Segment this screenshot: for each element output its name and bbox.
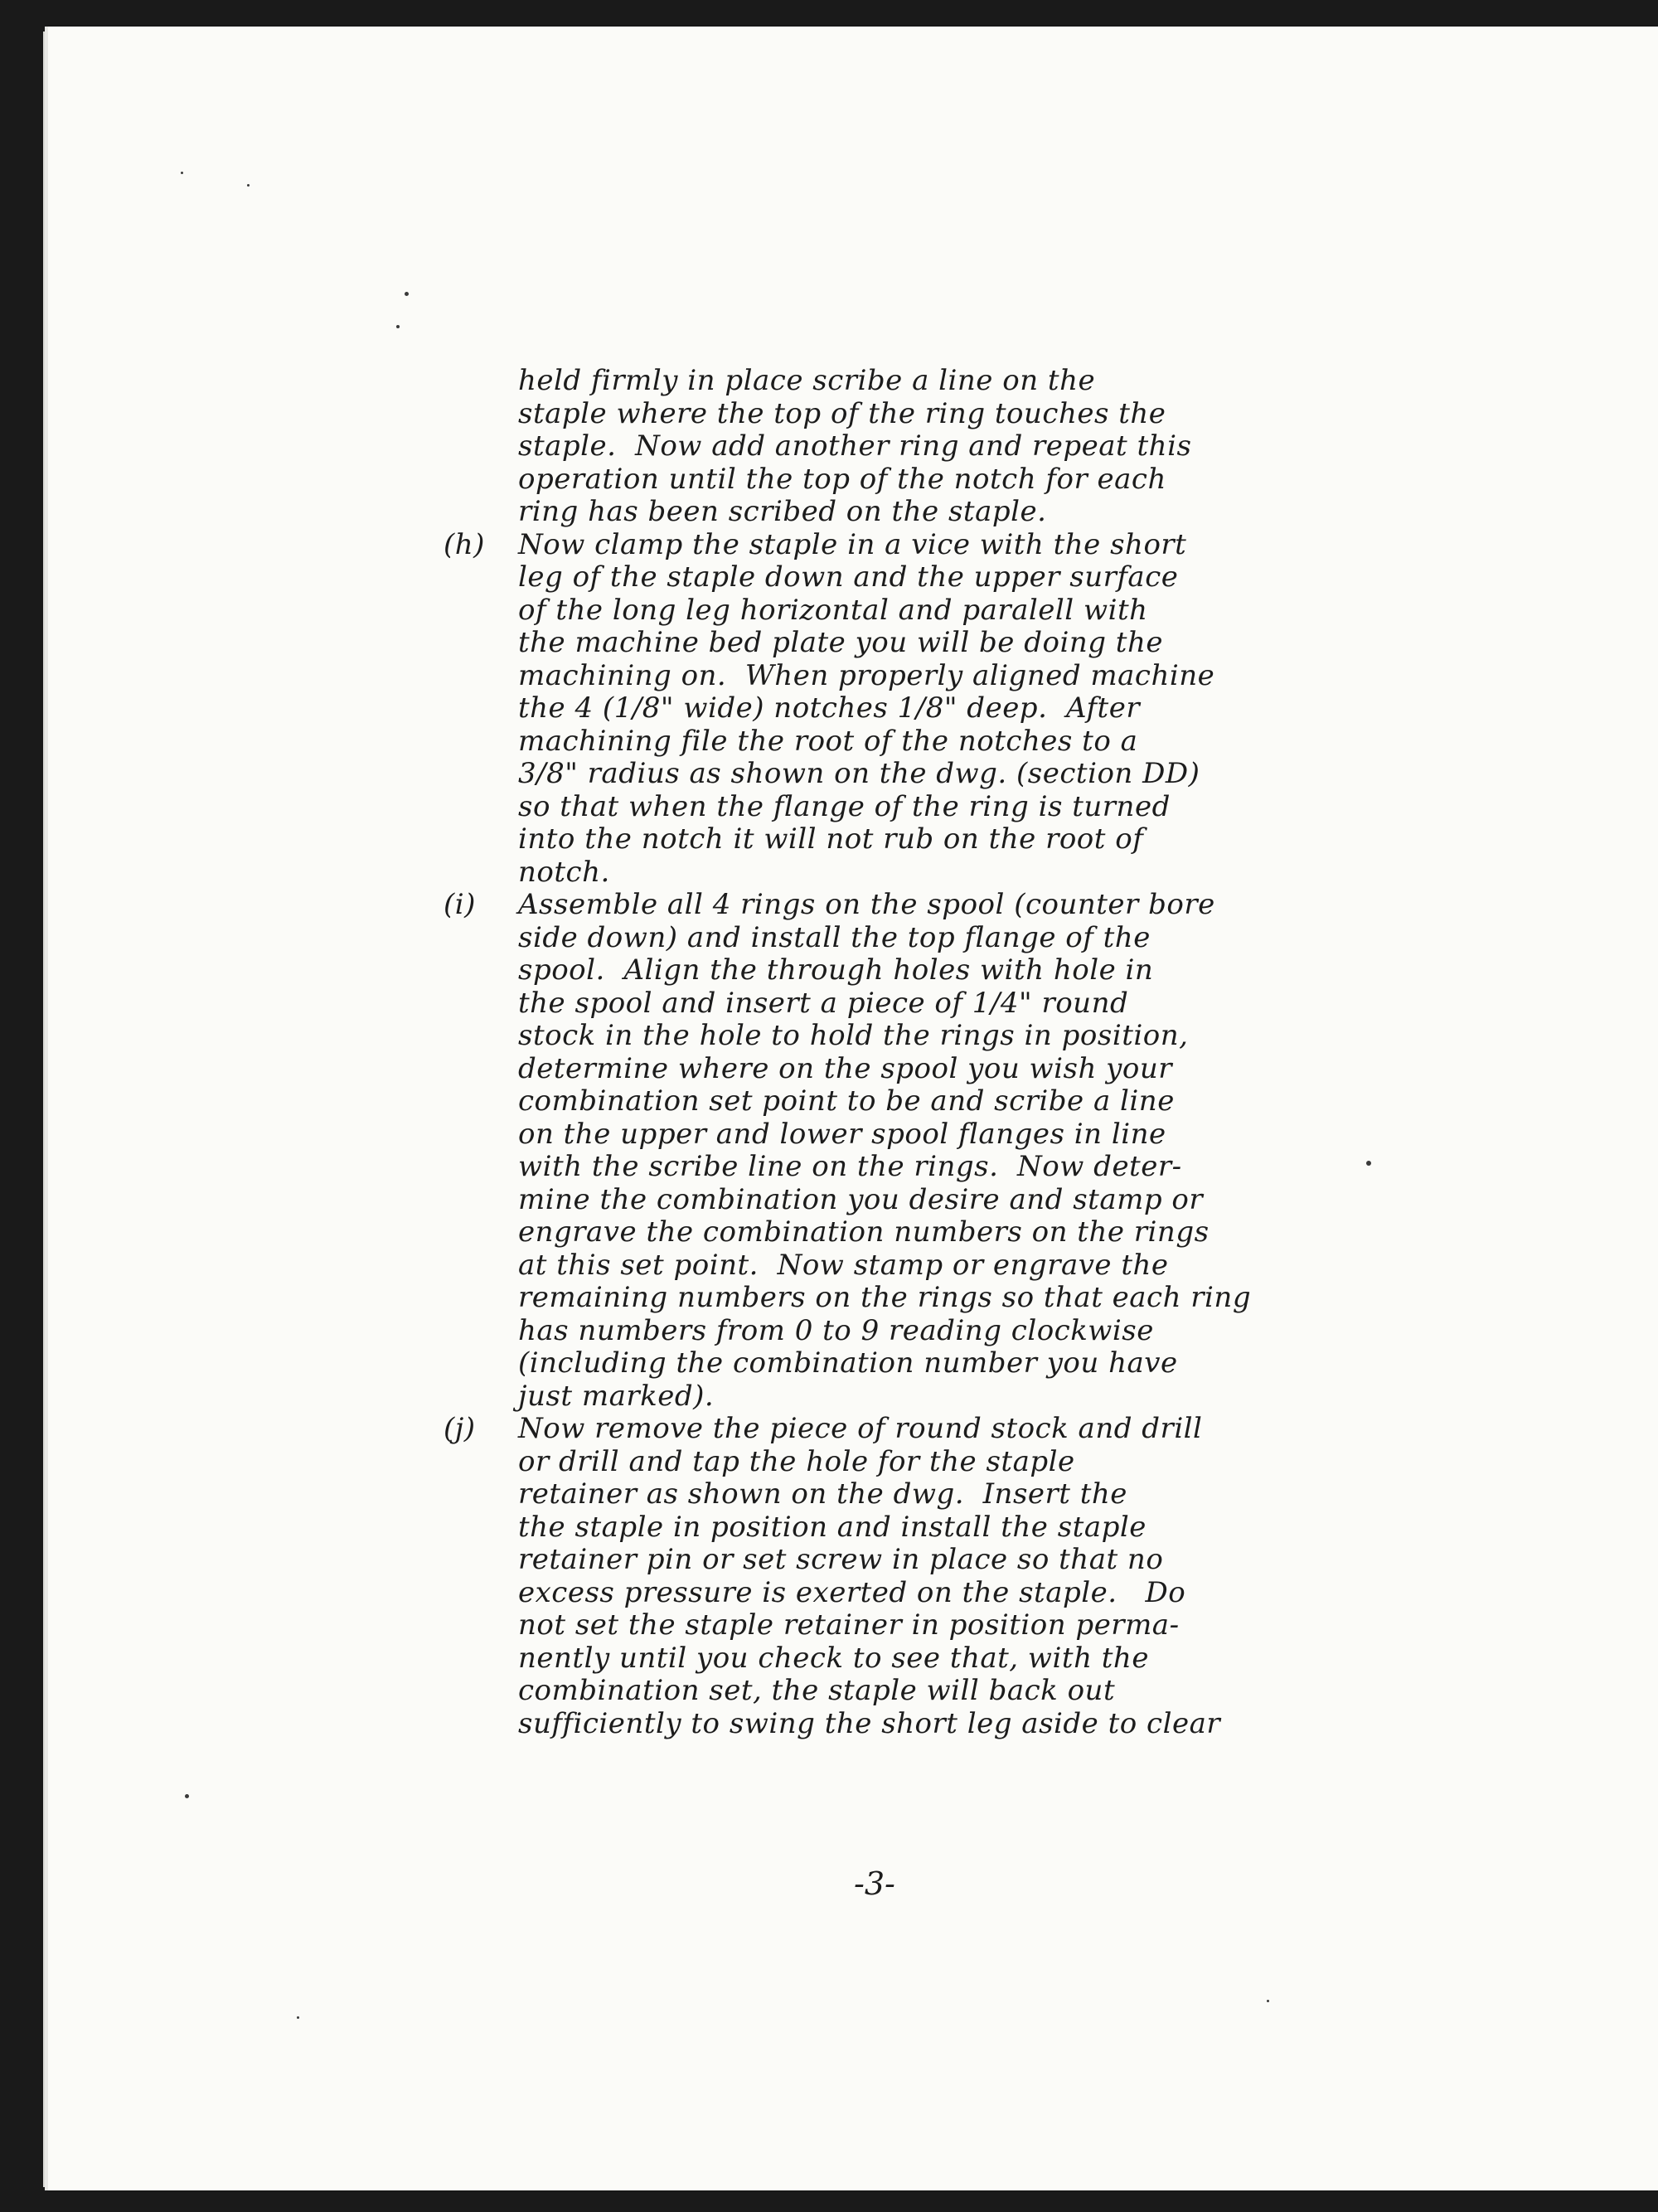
- scan-speck: [1267, 2000, 1269, 2002]
- item-marker: [444, 1675, 518, 1708]
- item-marker: [444, 496, 518, 529]
- line-text: Assemble all 4 rings on the spool (counter bore: [518, 888, 1215, 921]
- line-text: stock in the hole to hold the rings in position,: [518, 1019, 1189, 1052]
- text-line: [444, 823, 1422, 856]
- item-marker: [444, 1347, 518, 1380]
- text-line: [444, 1708, 1422, 1741]
- line-text: sufficiently to swing the short leg aside to clear: [518, 1706, 1221, 1740]
- text-line: [444, 1184, 1422, 1217]
- text-line: [444, 561, 1422, 594]
- text-line: [444, 725, 1422, 759]
- line-text: machining file the root of the notches to a: [518, 724, 1138, 758]
- item-marker: (i): [444, 888, 476, 921]
- item-marker: [444, 1053, 518, 1086]
- item-marker: [444, 398, 518, 431]
- line-text: (including the combination number you have: [518, 1346, 1178, 1380]
- item-marker: [444, 561, 518, 594]
- text-line: [444, 692, 1422, 725]
- line-text: held firmly in place scribe a line on the: [518, 364, 1096, 397]
- text-line: [444, 791, 1422, 824]
- item-marker: [444, 1642, 518, 1676]
- text-line: [444, 529, 1422, 562]
- scan-speck: [297, 2016, 299, 2019]
- item-marker: [444, 725, 518, 759]
- item-marker: [444, 1118, 518, 1152]
- item-marker: [444, 463, 518, 497]
- item-marker: [444, 823, 518, 856]
- scan-speck: [247, 184, 250, 187]
- item-marker: [444, 1315, 518, 1348]
- item-marker: [444, 594, 518, 628]
- text-line: [444, 1544, 1422, 1577]
- line-text: excess pressure is exerted on the staple. Do: [518, 1575, 1186, 1609]
- line-text: combination set point to be and scribe a line: [518, 1084, 1175, 1118]
- text-line: [444, 1446, 1422, 1479]
- line-text: engrave the combination numbers on the rings: [518, 1215, 1210, 1249]
- text-line: [444, 1282, 1422, 1315]
- line-text: not set the staple retainer in position perma-: [518, 1608, 1180, 1642]
- line-text: determine where on the spool you wish your: [518, 1051, 1173, 1085]
- line-text: just marked).: [518, 1379, 715, 1413]
- text-line: [444, 1675, 1422, 1708]
- text-line: [444, 1577, 1422, 1610]
- text-line: [444, 1380, 1422, 1414]
- item-marker: [444, 1511, 518, 1545]
- item-marker: [444, 627, 518, 660]
- text-line: [444, 1413, 1422, 1446]
- line-text: staple where the top of the ring touches the: [518, 396, 1166, 430]
- item-marker: [444, 1020, 518, 1053]
- line-text: of the long leg horizontal and paralell with: [518, 593, 1148, 627]
- scan-speck: [181, 172, 183, 174]
- text-line: [444, 496, 1422, 529]
- line-text: 3/8" radius as shown on the dwg. (section DD): [518, 757, 1200, 790]
- item-marker: [444, 1151, 518, 1184]
- item-marker: [444, 1282, 518, 1315]
- text-line: [444, 594, 1422, 628]
- text-line: [444, 1249, 1422, 1283]
- line-text: with the scribe line on the rings. Now deter-: [518, 1150, 1182, 1183]
- item-marker: [444, 692, 518, 725]
- line-text: combination set, the staple will back out: [518, 1674, 1116, 1707]
- text-line: [444, 1085, 1422, 1118]
- item-marker: [444, 1478, 518, 1511]
- text-line: [444, 1511, 1422, 1545]
- line-text: leg of the staple down and the upper surface: [518, 560, 1179, 594]
- text-line: [444, 1216, 1422, 1249]
- item-marker: [444, 1380, 518, 1414]
- text-line: [444, 1020, 1422, 1053]
- line-text: Now clamp the staple in a vice with the short: [518, 527, 1187, 561]
- item-marker: [444, 1708, 518, 1741]
- line-text: spool. Align the through holes with hole in: [518, 953, 1154, 987]
- line-text: side down) and install the top flange of the: [518, 920, 1151, 954]
- item-marker: (h): [444, 527, 485, 561]
- text-line: [444, 1151, 1422, 1184]
- text-line: [444, 627, 1422, 660]
- scan-speck: [185, 1794, 189, 1798]
- item-marker: [444, 1577, 518, 1610]
- line-text: ring has been scribed on the staple.: [518, 495, 1047, 528]
- item-marker: [444, 791, 518, 824]
- line-text: retainer pin or set screw in place so that no: [518, 1543, 1164, 1576]
- text-line: [444, 758, 1422, 791]
- line-text: at this set point. Now stamp or engrave the: [518, 1248, 1169, 1282]
- scan-speck: [405, 292, 409, 296]
- text-line: [444, 1118, 1422, 1152]
- text-line: [444, 987, 1422, 1021]
- line-text: retainer as shown on the dwg. Insert the: [518, 1477, 1127, 1511]
- line-text: so that when the flange of the ring is turned: [518, 789, 1171, 823]
- line-text: the spool and insert a piece of 1/4" round: [518, 986, 1129, 1020]
- text-line: [444, 889, 1422, 922]
- line-text: mine the combination you desire and stamp or: [518, 1182, 1204, 1216]
- item-marker: (j): [444, 1412, 476, 1445]
- page-number: -3-: [854, 1865, 895, 1902]
- line-text: the staple in position and install the staple: [518, 1510, 1147, 1544]
- item-marker: [444, 660, 518, 693]
- text-line: [444, 1609, 1422, 1642]
- item-marker: [444, 1184, 518, 1217]
- text-line: [444, 463, 1422, 497]
- line-text: Now remove the piece of round stock and drill: [518, 1412, 1203, 1445]
- item-marker: [444, 1085, 518, 1118]
- item-marker: [444, 1544, 518, 1577]
- text-line: [444, 856, 1422, 890]
- line-text: operation until the top of the notch for each: [518, 462, 1166, 496]
- text-line: [444, 1478, 1422, 1511]
- text-line: [444, 1315, 1422, 1348]
- text-line: [444, 1347, 1422, 1380]
- text-line: [444, 954, 1422, 987]
- document-body: [444, 365, 1422, 1740]
- item-marker: [444, 1249, 518, 1283]
- item-marker: [444, 1216, 518, 1249]
- item-marker: [444, 1446, 518, 1479]
- line-text: notch.: [518, 855, 610, 889]
- text-line: [444, 922, 1422, 955]
- line-text: remaining numbers on the rings so that each ring: [518, 1281, 1252, 1314]
- item-marker: [444, 1609, 518, 1642]
- text-line: [444, 365, 1422, 398]
- line-text: the machine bed plate you will be doing the: [518, 626, 1163, 659]
- scan-speck: [396, 325, 400, 328]
- text-line: [444, 430, 1422, 463]
- item-marker: [444, 922, 518, 955]
- line-text: staple. Now add another ring and repeat this: [518, 429, 1192, 463]
- line-text: or drill and tap the hole for the staple: [518, 1444, 1075, 1478]
- item-marker: [444, 987, 518, 1021]
- item-marker: [444, 365, 518, 398]
- item-marker: [444, 430, 518, 463]
- line-text: nently until you check to see that, with the: [518, 1641, 1149, 1675]
- text-line: [444, 398, 1422, 431]
- line-text: on the upper and lower spool flanges in line: [518, 1117, 1166, 1151]
- line-text: into the notch it will not rub on the root of: [518, 822, 1144, 856]
- line-text: machining on. When properly aligned machine: [518, 658, 1215, 692]
- item-marker: [444, 758, 518, 791]
- item-marker: [444, 856, 518, 890]
- item-marker: [444, 954, 518, 987]
- line-text: the 4 (1/8" wide) notches 1/8" deep. After: [518, 691, 1141, 725]
- text-line: [444, 660, 1422, 693]
- line-text: has numbers from 0 to 9 reading clockwise: [518, 1313, 1154, 1347]
- text-line: [444, 1053, 1422, 1086]
- text-line: [444, 1642, 1422, 1676]
